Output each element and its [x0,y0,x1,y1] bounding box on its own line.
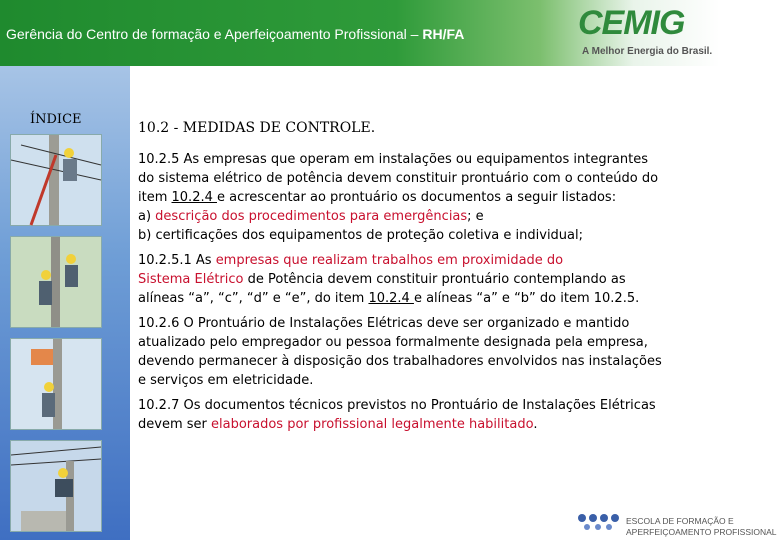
p1-line-3 [138,188,706,207]
p4-highlight: elaborados por profissional legalmente habilitado [211,417,534,432]
p2-highlight-1: empresas que realizam trabalhos em proximidade do [215,253,564,268]
p3-line-1: 10.2.6 O Prontuário de Instalações Elétricas deve ser organizado e mantido [138,316,630,331]
item-a [138,207,706,226]
paragraph-10-2-7 [138,396,706,434]
p1-line-2: do sistema elétrico de potência devem constituir prontuário com o conteúdo do [138,171,659,186]
cemig-logo-tagline: A Melhor Energia do Brasil. [582,46,713,57]
p3-line-3: devendo permanecer à disposição dos trabalhadores envolvidos nas instalações [138,354,662,369]
p2-line-3 [138,289,706,308]
p1-line-3-b: e acrescentar ao prontuário os documentos a seguir listados: [217,190,617,205]
item-a-highlight: descrição dos procedimentos para emergências [155,209,468,224]
p2-highlight-2: Sistema Elétrico [138,272,244,287]
cemig-logo [578,4,718,62]
item-a-prefix: a) [138,209,156,224]
worker-climbing-pole-photo [10,134,102,226]
p4-line-2-b: . [533,417,538,432]
school-logo [576,508,777,538]
p2-line-1 [138,251,706,270]
p2-line-3-a: alíneas “a”, “c”, “d” e “e”, do item [138,291,369,306]
item-10-2-4-link[interactable]: 10.2.4 [171,190,217,205]
p1-line-1: 10.2.5 As empresas que operam em instalações ou equipamentos integrantes [138,152,649,167]
worker-in-bucket-photo [10,440,102,532]
header-banner [0,0,720,66]
p2-line-3-b: e alíneas “a” e “b” do item 10.2.5. [413,291,640,306]
cemig-logo-word: CEMIG [578,4,685,42]
p4-line-1: 10.2.7 Os documentos técnicos previstos no Prontuário de Instalações Elétricas [138,398,656,413]
paragraph-10-2-6 [138,314,706,390]
p2-line-2-rest: de Potência devem constituir prontuário contemplando as [243,272,626,287]
p3-line-4: e serviços em eletricidade. [138,373,314,388]
school-logo-dots-icon [576,510,624,534]
item-a-suffix: ; e [467,209,484,224]
school-logo-line-1: ESCOLA DE FORMAÇÃO E [626,516,734,526]
sidebar-photos [10,134,102,542]
paragraph-10-2-5-1 [138,251,706,308]
header-title-dept: RH/FA [422,26,465,42]
p2-prefix: 10.2.5.1 As [138,253,216,268]
school-logo-text [626,516,777,538]
index-label: ÍNDICE [30,112,82,127]
worker-on-pole-photo [10,338,102,430]
item-b: b) certificações dos equipamentos de proteção coletiva e individual; [138,228,584,243]
workers-on-pole-photo [10,236,102,328]
header-title-text: Gerência do Centro de formação e Aperfeiçoamento Profissional – [6,26,423,42]
p1-line-3-a: item [138,190,172,205]
p4-line-2-a: devem ser [138,417,211,432]
main-content [138,120,706,440]
p2-line-2 [138,270,706,289]
school-logo-line-2: APERFEIÇOAMENTO PROFISSIONAL [626,527,777,537]
item-10-2-4-link-2[interactable]: 10.2.4 [368,291,414,306]
header-title [6,26,464,42]
p4-line-2 [138,415,706,434]
p3-line-2: atualizado pelo empregador ou pessoa formalmente designada pela empresa, [138,335,648,350]
paragraph-10-2-5 [138,150,706,245]
section-heading: 10.2 - MEDIDAS DE CONTROLE. [138,120,376,136]
